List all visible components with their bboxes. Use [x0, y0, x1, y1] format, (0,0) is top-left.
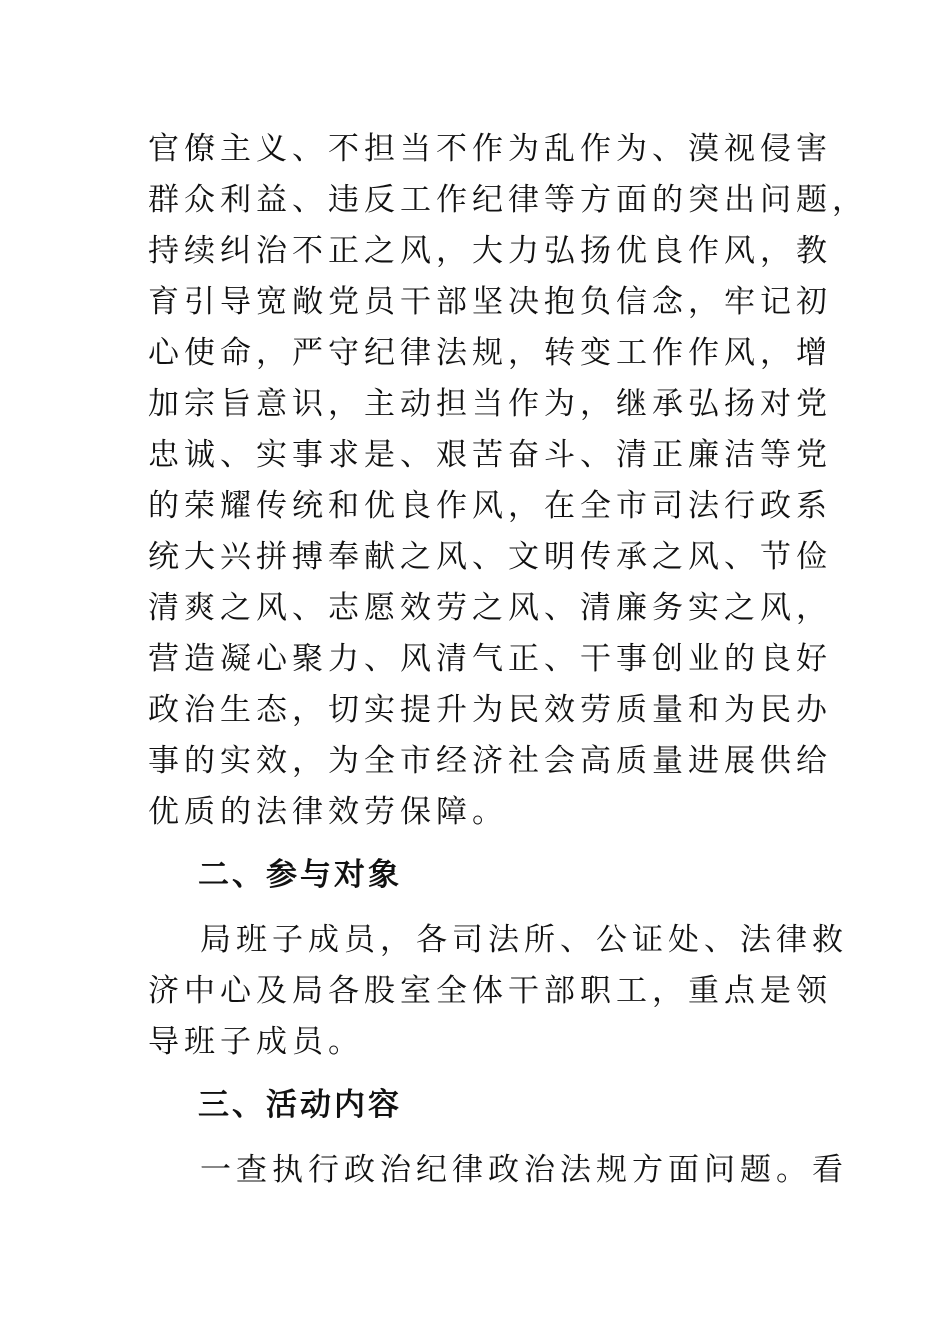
text-line: 营造凝心聚力、风清气正、干事创业的良好: [148, 641, 832, 677]
paragraph-participants: [148, 915, 848, 1068]
text-line: 持续纠治不正之风，大力弘扬优良作风，教: [148, 233, 832, 269]
text-line: 统大兴拼搏奉献之风、文明传承之风、节俭: [148, 539, 832, 575]
text-line: 事的实效，为全市经济社会高质量进展供给: [148, 743, 832, 779]
text-line: 济中心及局各股室全体干部职工，重点是领: [148, 973, 832, 1009]
text-line: 清爽之风、志愿效劳之风、清廉务实之风，: [148, 590, 832, 626]
paragraph-intro-continuation: [148, 124, 868, 838]
text-line: 导班子成员。: [148, 1024, 364, 1060]
text-line: 一查执行政治纪律政治法规方面问题。看: [200, 1152, 848, 1188]
text-line: 心使命，严守纪律法规，转变工作作风，增: [148, 335, 832, 371]
text-line: 政治生态，切实提升为民效劳质量和为民办: [148, 692, 832, 728]
text-line: 群众利益、违反工作纪律等方面的突出问题，: [148, 182, 868, 218]
paragraph-activities: [148, 1145, 848, 1196]
document-page: [148, 124, 868, 1196]
text-line: 的荣耀传统和优良作风，在全市司法行政系: [148, 488, 832, 524]
section-heading-participants: 二、参与对象: [198, 857, 402, 893]
section-heading-activities: 三、活动内容: [198, 1087, 402, 1123]
text-line: 加宗旨意识，主动担当作为，继承弘扬对党: [148, 386, 832, 422]
text-line: 局班子成员，各司法所、公证处、法律救: [200, 922, 848, 958]
text-line: 忠诚、实事求是、艰苦奋斗、清正廉洁等党: [148, 437, 832, 473]
text-line: 优质的法律效劳保障。: [148, 794, 508, 830]
text-line: 育引导宽敞党员干部坚决抱负信念，牢记初: [148, 284, 832, 320]
text-line: 官僚主义、不担当不作为乱作为、漠视侵害: [148, 131, 832, 167]
